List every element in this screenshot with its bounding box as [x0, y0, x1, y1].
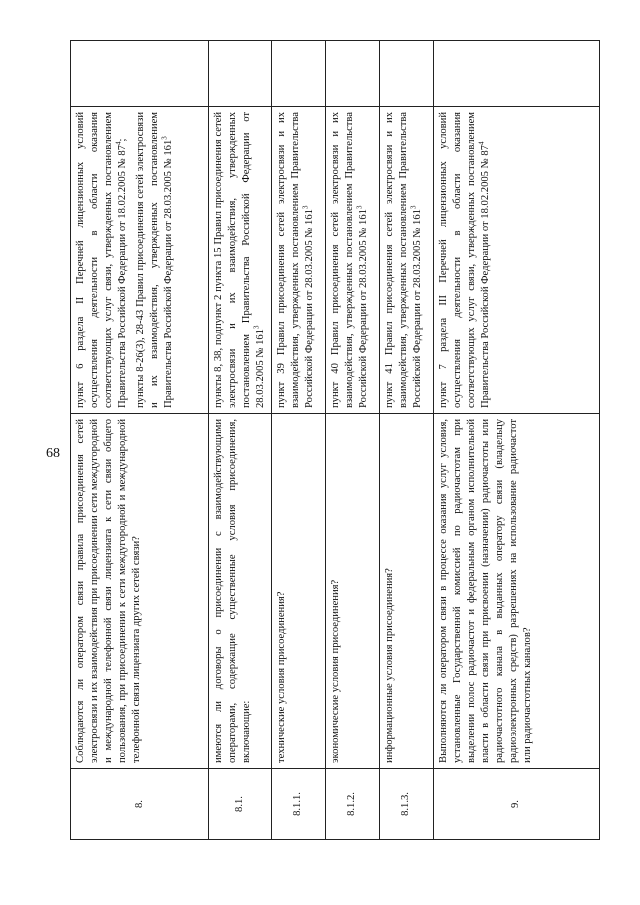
reference-cell: пункт 39 Правил присоединения сетей электросвязи и их взаимодействия, утвержденных постановлением Правительства Российской Федерации от 28.03.2005 № $161^3$ [271, 107, 325, 414]
answer-cell [209, 41, 272, 107]
table-row [71, 41, 209, 840]
row-number: 8.1. [209, 769, 272, 840]
question-cell: имеются ли договоры о присоединении с взаимодействующими операторами, содержащие существенные условия присоединения, включающие: [209, 414, 272, 769]
row-number: 8. [71, 769, 209, 840]
table-row [209, 41, 272, 840]
answer-cell [271, 41, 325, 107]
page-number: 68 [46, 446, 60, 461]
question-cell: экономические условия присоединения? [325, 414, 379, 769]
question-cell: Выполняются ли оператором связи в процессе оказания услуг условия, установленные Государственной комиссией по радиочастотам при выделении полос радиочастот и федеральным органом исполнительной власти в области связи при присвоении (назначении) радиочастоты или радиочастотного канала в выданных оператору связи (владельцу радиоэлектронных средств) разрешениях на использование радиочастот или радиочастотных каналов? [433, 414, 599, 769]
reference-cell: пункт 40 Правил присоединения сетей электросвязи и их взаимодействия, утвержденных постановлением Правительства Российской Федерации от 28.03.2005 № $161^3$ [325, 107, 379, 414]
reference-cell: пункт 41 Правил присоединения сетей электросвязи и их взаимодействия, утвержденных постановлением Правительства Российской Федерации от 28.03.2005 № $161^3$ [379, 107, 433, 414]
reference-text: пункт 6 раздела II Перечней лицензионных условий осуществления деятельности в области оказания соответствующих услуг связи, утвержденных постановлением Правительства Российской Федерации от 18.02.2005 № $87^4$; [75, 112, 128, 408]
question-cell: информационные условия присоединения? [379, 414, 433, 769]
row-number: 8.1.3. [379, 769, 433, 840]
row-number: 8.1.1. [271, 769, 325, 840]
reference-cell [71, 107, 209, 414]
table-row [271, 41, 325, 840]
question-cell: Соблюдаются ли оператором связи правила присоединения сетей электросвязи и их взаимодействия при присоединении сети междугородной и международной телефонной связи лицензиата к сети связи общего пользования, при присоединении к сети междугородной и международной телефонной связи лицензиата других сетей связи? [71, 414, 209, 769]
table-row [325, 41, 379, 840]
row-number: 8.1.2. [325, 769, 379, 840]
table-row [433, 41, 599, 840]
answer-cell [433, 41, 599, 107]
checklist-table [70, 40, 600, 840]
answer-cell [379, 41, 433, 107]
row-number: 9. [433, 769, 599, 840]
answer-cell [325, 41, 379, 107]
question-cell: технические условия присоединения? [271, 414, 325, 769]
reference-cell: пункт 7 раздела III Перечней лицензионных условий осуществления деятельности в области оказания соответствующих услуг связи, утвержденных постановлением Правительства Российской Федерации от 18.02.2005 № $87^4$ [433, 107, 599, 414]
rotated-table-wrapper [70, 40, 590, 840]
reference-cell: пункты 8, 38, подпункт 2 пункта 15 Правил присоединения сетей электросвязи и их взаимодействия, утвержденных постановлением Правительства Российской Федерации от 28.03.2005 № $161^3$ [209, 107, 272, 414]
answer-cell [71, 41, 209, 107]
table-row [379, 41, 433, 840]
reference-text: пункты 8-26(3), 28-43 Правил присоединения сетей электросвязи и их взаимодействия, утвержденных постановлением Правительства Российской Федерации от 28.03.2005 № $161^3$ [134, 112, 174, 408]
